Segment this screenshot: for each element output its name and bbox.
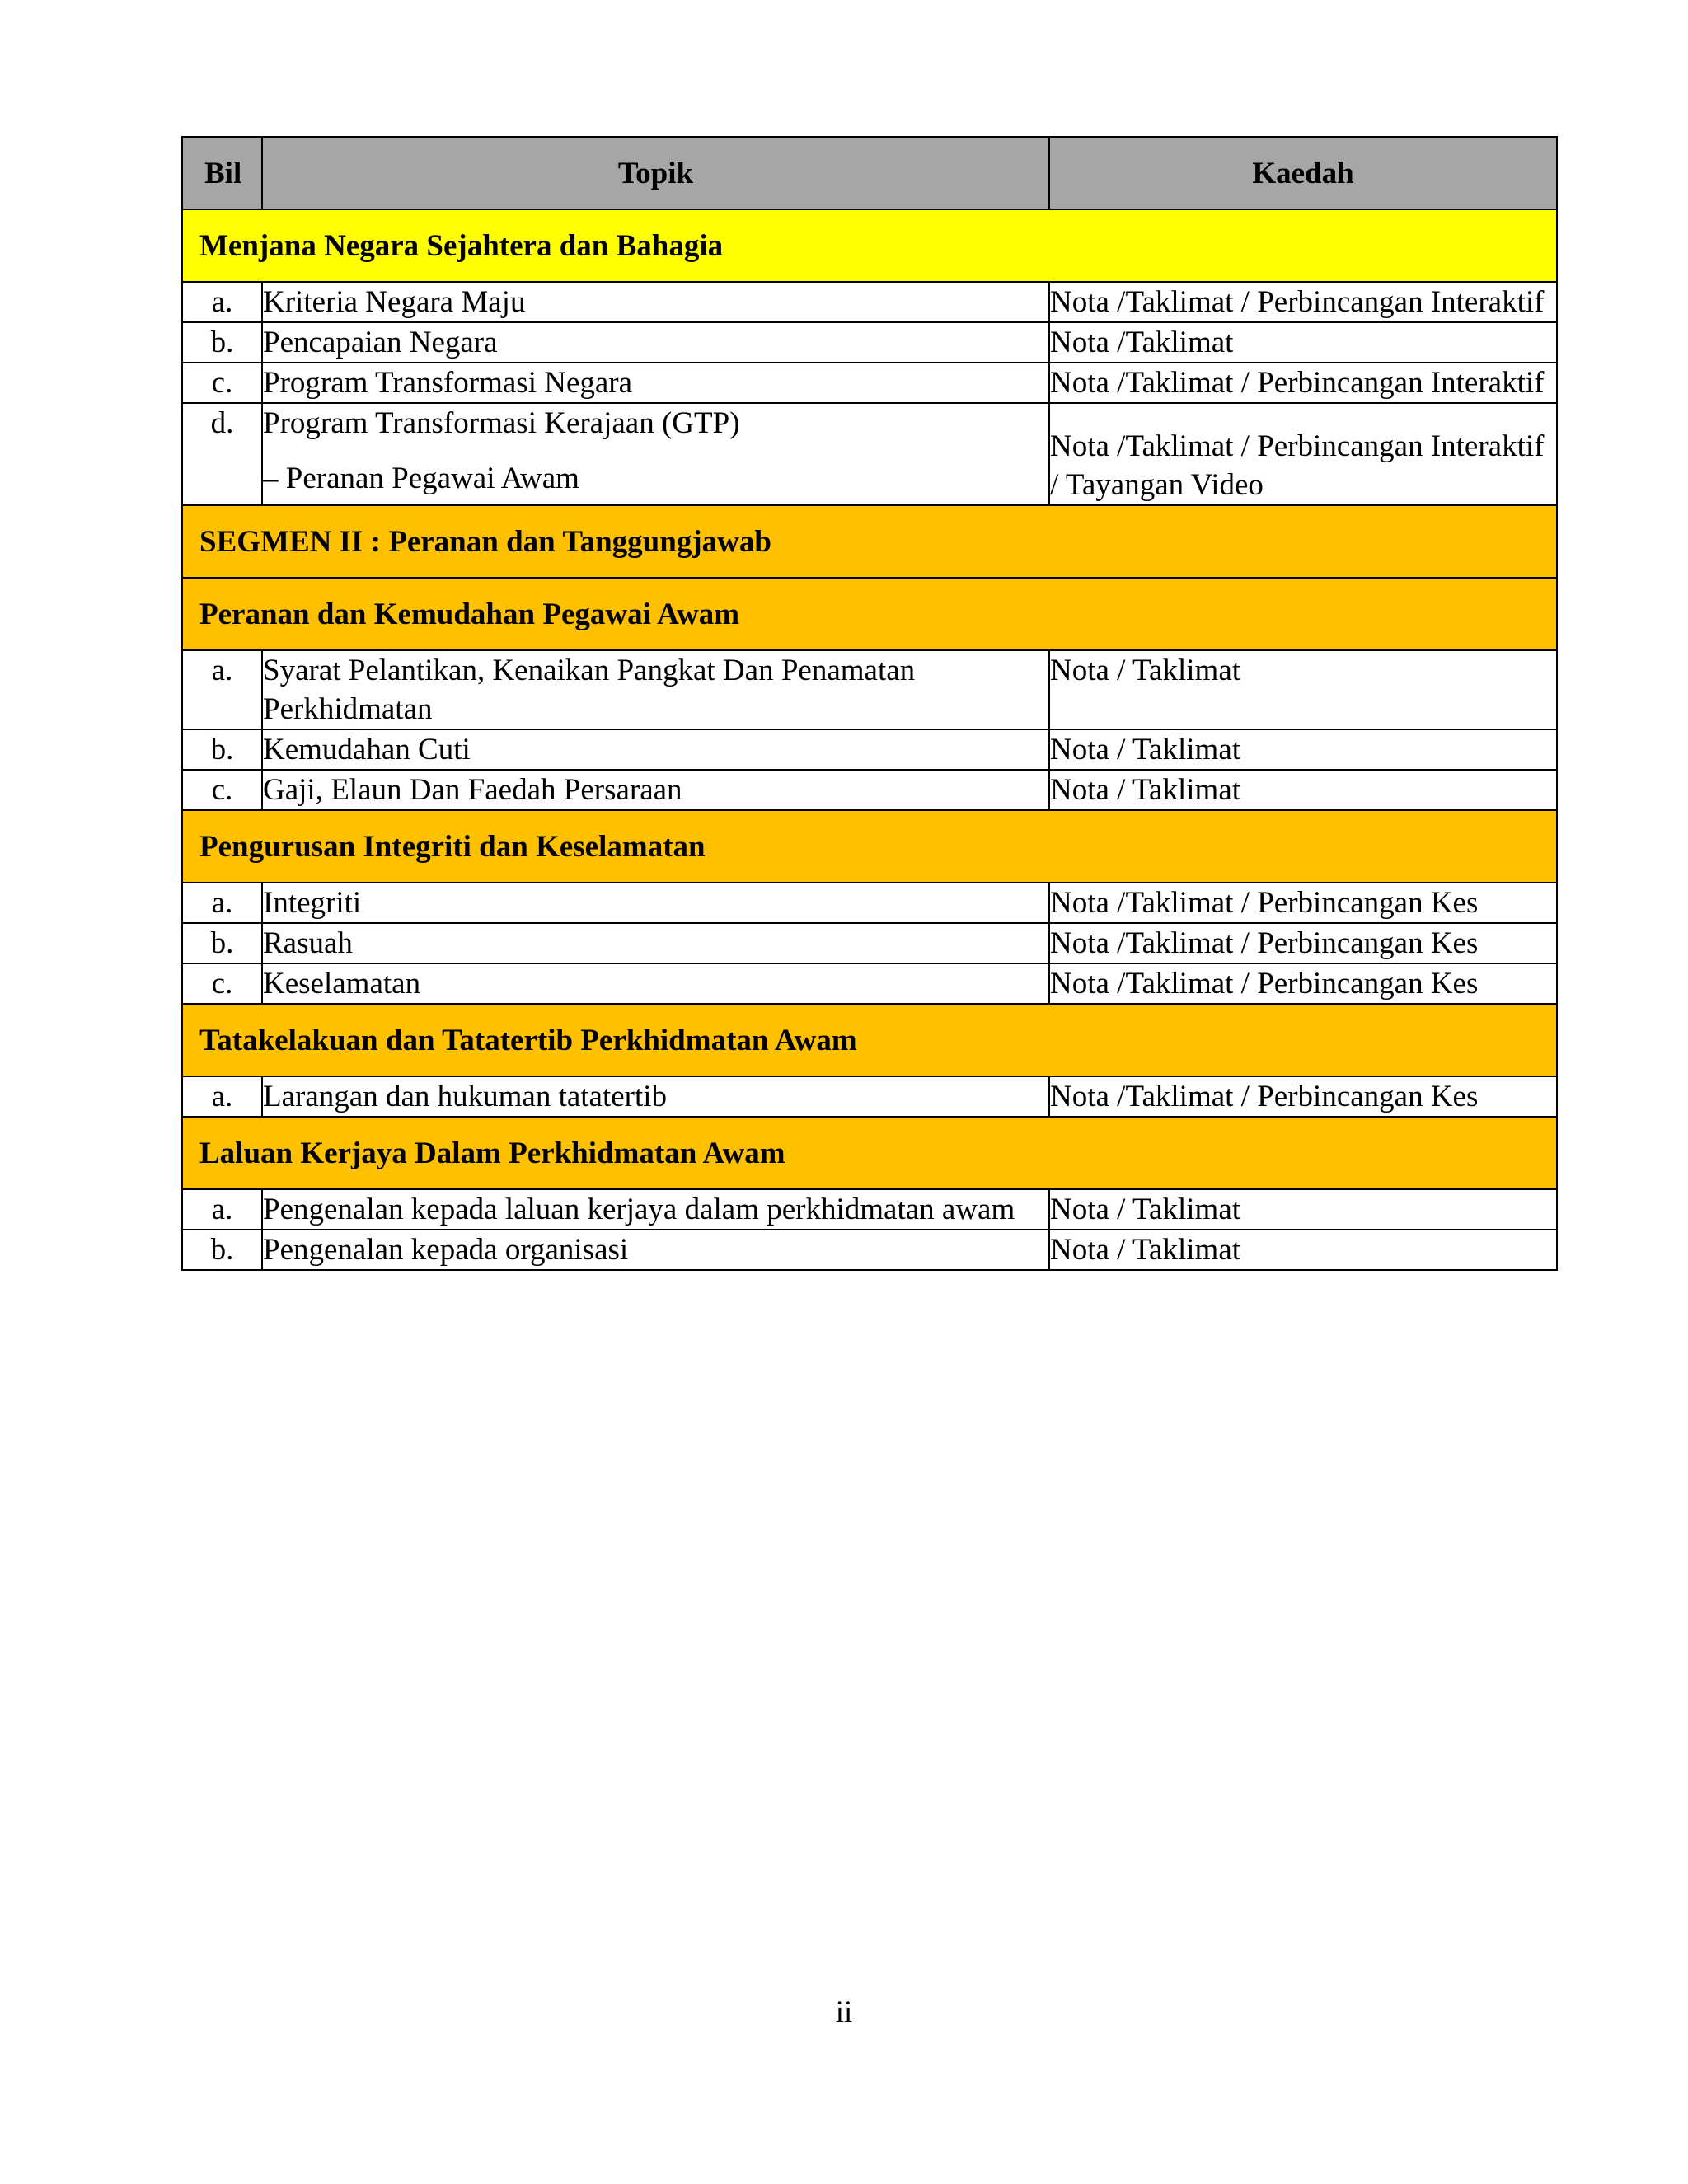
row-bil: a. (182, 1189, 262, 1230)
row-bil: b. (182, 923, 262, 963)
row-topik (262, 403, 1049, 505)
table-row (182, 1076, 1557, 1117)
row-kaedah: Nota / Taklimat (1049, 1230, 1557, 1270)
page-number: ii (835, 1995, 853, 2029)
section-title: Pengurusan Integriti dan Keselamatan (182, 810, 1557, 883)
table-row (182, 963, 1557, 1004)
row-topik: Larangan dan hukuman tatatertib (262, 1076, 1049, 1117)
row-kaedah: Nota /Taklimat / Perbincangan Kes (1049, 963, 1557, 1004)
section-title: Tatakelakuan dan Tatatertib Perkhidmatan Awam (182, 1004, 1557, 1076)
row-bil: b. (182, 1230, 262, 1270)
section-title: Laluan Kerjaya Dalam Perkhidmatan Awam (182, 1117, 1557, 1189)
row-topik: Pencapaian Negara (262, 322, 1049, 363)
row-topik: Rasuah (262, 923, 1049, 963)
row-bil: a. (182, 650, 262, 729)
section-row (182, 1004, 1557, 1076)
row-bil: b. (182, 322, 262, 363)
table-row (182, 923, 1557, 963)
row-topik: Program Transformasi Negara (262, 363, 1049, 403)
section-title: Menjana Negara Sejahtera dan Bahagia (182, 209, 1557, 282)
row-bil: d. (182, 403, 262, 505)
row-kaedah: Nota /Taklimat / Perbincangan Kes (1049, 1076, 1557, 1117)
row-bil: c. (182, 963, 262, 1004)
row-kaedah: Nota /Taklimat / Perbincangan Interaktif / Tayangan Video (1049, 403, 1557, 505)
row-bil: a. (182, 282, 262, 322)
row-topik: Pengenalan kepada laluan kerjaya dalam perkhidmatan awam (262, 1189, 1049, 1230)
row-kaedah: Nota / Taklimat (1049, 650, 1557, 729)
row-bil: a. (182, 883, 262, 923)
section-row (182, 810, 1557, 883)
table-row (182, 1230, 1557, 1270)
row-topik: Kriteria Negara Maju (262, 282, 1049, 322)
table-header-row (182, 137, 1557, 209)
row-topik: Kemudahan Cuti (262, 729, 1049, 770)
row-topik: Keselamatan (262, 963, 1049, 1004)
section-row (182, 578, 1557, 650)
row-kaedah: Nota /Taklimat / Perbincangan Kes (1049, 923, 1557, 963)
row-kaedah: Nota /Taklimat / Perbincangan Kes (1049, 883, 1557, 923)
row-kaedah: Nota / Taklimat (1049, 729, 1557, 770)
section-row (182, 209, 1557, 282)
table-row (182, 322, 1557, 363)
table-row (182, 1189, 1557, 1230)
row-topik-main: Program Transformasi Kerajaan (GTP) (263, 406, 740, 440)
row-bil: b. (182, 729, 262, 770)
row-topik: Syarat Pelantikan, Kenaikan Pangkat Dan Penamatan Perkhidmatan (262, 650, 1049, 729)
row-kaedah: Nota / Taklimat (1049, 1189, 1557, 1230)
table-row (182, 363, 1557, 403)
section-row (182, 1117, 1557, 1189)
row-kaedah: Nota /Taklimat / Perbincangan Interaktif (1049, 363, 1557, 403)
row-topik: Pengenalan kepada organisasi (262, 1230, 1049, 1270)
row-kaedah: Nota /Taklimat (1049, 322, 1557, 363)
row-topik-sub: – Peranan Pegawai Awam (263, 462, 579, 495)
section-title: SEGMEN II : Peranan dan Tanggungjawab (182, 505, 1557, 578)
course-content-table (181, 136, 1558, 1271)
table-row (182, 729, 1557, 770)
row-bil: c. (182, 770, 262, 810)
row-kaedah: Nota / Taklimat (1049, 770, 1557, 810)
row-bil: c. (182, 363, 262, 403)
table-row (182, 883, 1557, 923)
header-kaedah: Kaedah (1049, 137, 1557, 209)
section-title: Peranan dan Kemudahan Pegawai Awam (182, 578, 1557, 650)
row-kaedah: Nota /Taklimat / Perbincangan Interaktif (1049, 282, 1557, 322)
header-topik: Topik (262, 137, 1049, 209)
row-topik: Integriti (262, 883, 1049, 923)
section-row (182, 505, 1557, 578)
row-topik: Gaji, Elaun Dan Faedah Persaraan (262, 770, 1049, 810)
table-row (182, 650, 1557, 729)
row-bil: a. (182, 1076, 262, 1117)
table-row (182, 770, 1557, 810)
table-row (182, 282, 1557, 322)
table-row (182, 403, 1557, 505)
header-bil: Bil (182, 137, 262, 209)
